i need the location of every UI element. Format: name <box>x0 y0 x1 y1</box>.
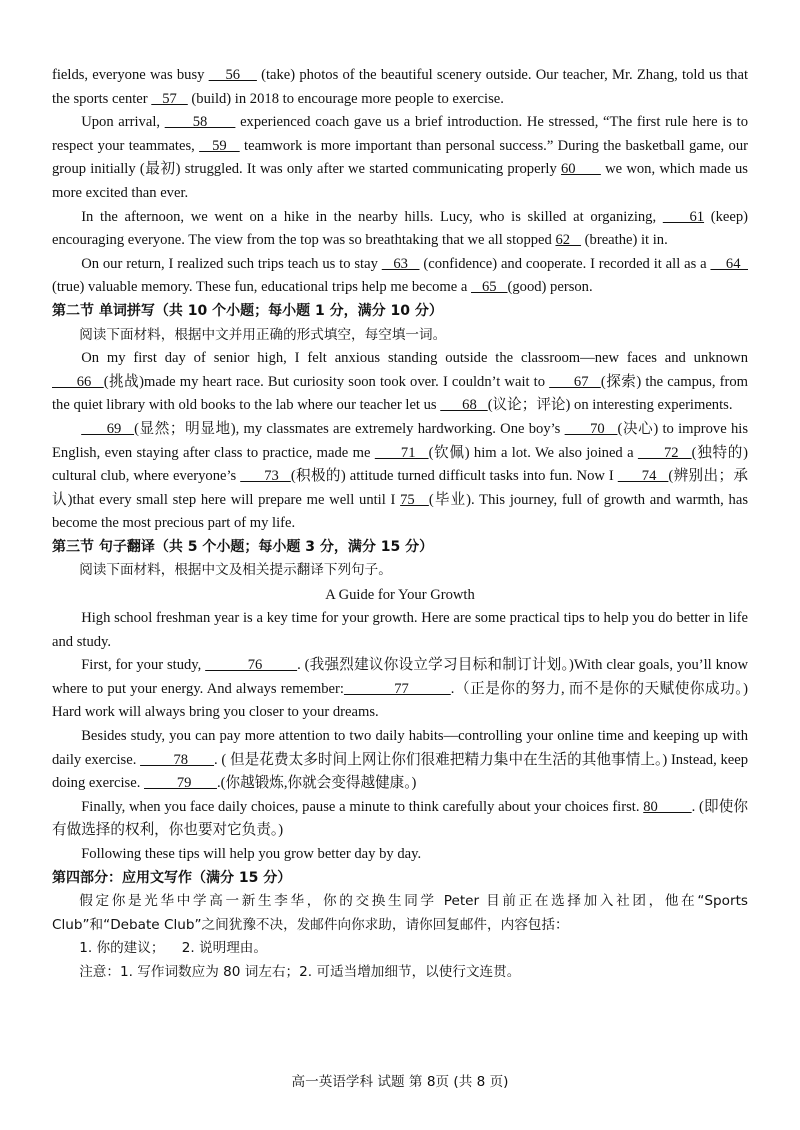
passage-text: (独特的) cultural club, where everyone’s <box>52 444 748 485</box>
passage-text: Besides study, you can pay more attention to two daily habits—controlling your online time and keeping up with daily exercise. <box>52 728 748 768</box>
exam-page <box>52 64 748 985</box>
answer-blank: 67 <box>549 373 601 390</box>
answer-blank: 64 <box>710 255 748 272</box>
passage-paragraph <box>52 64 748 111</box>
passage-text: Following these tips will help you grow better day by day. <box>81 846 422 862</box>
passage-text: . ( 但是花费太多时间上网让你们很难把精力集中在生活的其他事情上。) Instead, keep doing exercise. <box>52 751 748 792</box>
passage-text: (take) photos of the beautiful scenery outside. Our teacher, Mr. Zhang, told us that the sports center <box>52 67 748 107</box>
section-instruction: 阅读下面材料，根据中文及相关提示翻译下列句子。 <box>79 562 392 579</box>
section-heading-word-spelling: 第二节 单词拼写（共 10 个小题；每小题 1 分，满分 10 分） <box>52 302 443 319</box>
answer-blank: 60 <box>561 161 601 178</box>
passage-paragraph <box>52 654 748 725</box>
passage-text: (积极的) attitude turned difficult tasks into fun. Now I <box>290 468 618 485</box>
answer-blank: 63 <box>381 255 420 272</box>
answer-blank: 66 <box>52 373 104 390</box>
answer-blank: 69 <box>81 420 135 437</box>
passage-text: First, for your study, <box>81 657 206 674</box>
section-heading-sentence-translation: 第三节 句子翻译（共 5 个小题；每小题 3 分，满分 15 分） <box>52 538 434 555</box>
passage-text: fields, everyone was busy <box>52 67 209 83</box>
answer-blank: 62 <box>555 232 582 249</box>
passage-paragraph <box>52 418 748 536</box>
passage-text: .(你越锻炼,你就会变得越健康。) <box>216 775 417 792</box>
passage-text: (探索) the campus, from the quiet library with old books to the lab where our teacher let us <box>52 373 748 414</box>
answer-blank: 73 <box>240 468 291 485</box>
passage-paragraph <box>52 843 748 867</box>
answer-blank: 72 <box>637 444 692 461</box>
answer-blank: 76 <box>205 657 298 674</box>
passage-title: A Guide for Your Growth <box>325 587 475 604</box>
answer-blank: 77 <box>343 680 451 697</box>
passage-text: (confidence) and cooperate. I recorded it all as a <box>419 255 711 272</box>
passage-text: In the afternoon, we went on a hike in the nearby hills. Lucy, who is skilled at organizing, <box>81 208 663 225</box>
writing-notes: 注意：1. 写作词数应为 80 词左右；2. 可适当增加细节，以使行文连贯。 <box>79 963 521 980</box>
writing-requirements: 1. 你的建议； 2. 说明理由。 <box>79 940 267 957</box>
passage-text: (毕业). This journey, full of growth and warmth, has become the most precious part of my life. <box>52 491 748 532</box>
passage-paragraph <box>52 725 748 796</box>
answer-blank: 70 <box>564 420 618 437</box>
answer-blank: 74 <box>617 468 669 485</box>
passage-paragraph <box>52 253 748 300</box>
writing-prompt: 假定你是光华中学高一新生李华，你的交换生同学 Peter 目前正在选择加入社团，他在“Sports Club”和“Debate Club”之间犹豫不决，发邮件向你求助，请你回复邮件，内容包括： <box>52 893 748 933</box>
passage-text: High school freshman year is a key time for your growth. Here are some practical tips to help you do better in life and study. <box>52 610 748 650</box>
passage-paragraph <box>52 206 748 253</box>
passage-text: On my first day of senior high, I felt anxious standing outside the classroom—new faces and unknown <box>81 350 748 367</box>
answer-blank: 58 <box>164 114 236 131</box>
answer-blank: 78 <box>140 751 215 768</box>
passage-text: we won, which made us more excited than ever. <box>52 161 748 201</box>
answer-blank: 75 <box>400 491 429 508</box>
passage-text: . (即使你有做选择的权利，你也要对它负责。) <box>52 798 748 839</box>
passage-text: (keep) encouraging everyone. The view from the top was so breathtaking that we all stopped <box>52 208 748 249</box>
answer-blank: 79 <box>144 775 217 792</box>
passage-text: .（正是你的努力, 而不是你的天赋使你成功。) Hard work will always bring you closer to your dreams. <box>52 680 749 721</box>
passage-text: (显然；明显地), my classmates are extremely hardworking. One boy’s <box>134 420 565 437</box>
passage-text: (钦佩) him a lot. We also joined a <box>428 444 638 461</box>
passage-text: (挑战)made my heart race. But curiosity soon took over. I couldn’t wait to <box>103 373 550 390</box>
section-instruction: 阅读下面材料，根据中文并用正确的形式填空，每空填一词。 <box>79 326 447 343</box>
page-footer: 高一英语学科 试题 第 8页 (共 8 页) <box>291 1074 509 1090</box>
passage-text: (good) person. <box>507 279 593 296</box>
passage-paragraph <box>52 796 748 843</box>
passage-text: (build) in 2018 to encourage more people to exercise. <box>187 90 504 107</box>
passage-text: (决心) to improve his English, even staying after class to practice, made me <box>52 420 748 461</box>
answer-blank: 68 <box>440 397 488 414</box>
passage-text: On our return, I realized such trips teach us to stay <box>81 255 382 272</box>
passage-text: (辨别出；承认)that every small step here will prepare me well until I <box>52 468 748 508</box>
answer-blank: 57 <box>151 90 188 107</box>
passage-text: experienced coach gave us a brief introduction. He stressed, “The first rule here is to respect your teammates, <box>52 114 748 154</box>
answer-blank: 56 <box>208 67 257 83</box>
answer-blank: 80 <box>643 798 692 815</box>
passage-text: (breathe) it in. <box>581 232 668 249</box>
answer-blank: 65 <box>471 279 508 296</box>
passage-text: Upon arrival, <box>81 114 165 131</box>
answer-blank: 61 <box>662 208 705 225</box>
section-heading-writing: 第四部分：应用文写作（满分 15 分） <box>52 869 292 886</box>
passage-text: (议论；评论) on interesting experiments. <box>487 397 733 414</box>
passage-text: . (我强烈建议你设立学习目标和制订计划。)With clear goals, you’ll know where to put your energy. And always remember: <box>52 657 749 697</box>
passage-paragraph <box>52 347 748 418</box>
passage-text: teamwork is more important than personal success.” During the basketball game, our group initially (最初) struggled. It was only after we started communicating properly <box>52 137 748 178</box>
passage-paragraph <box>52 607 748 654</box>
passage-text: Finally, when you face daily choices, pause a minute to think carefully about your choices first. <box>81 798 644 815</box>
answer-blank: 71 <box>374 444 429 461</box>
passage-text: (true) valuable memory. These fun, educational trips help me become a <box>52 279 472 296</box>
passage-paragraph <box>52 111 748 205</box>
answer-blank: 59 <box>199 137 240 154</box>
